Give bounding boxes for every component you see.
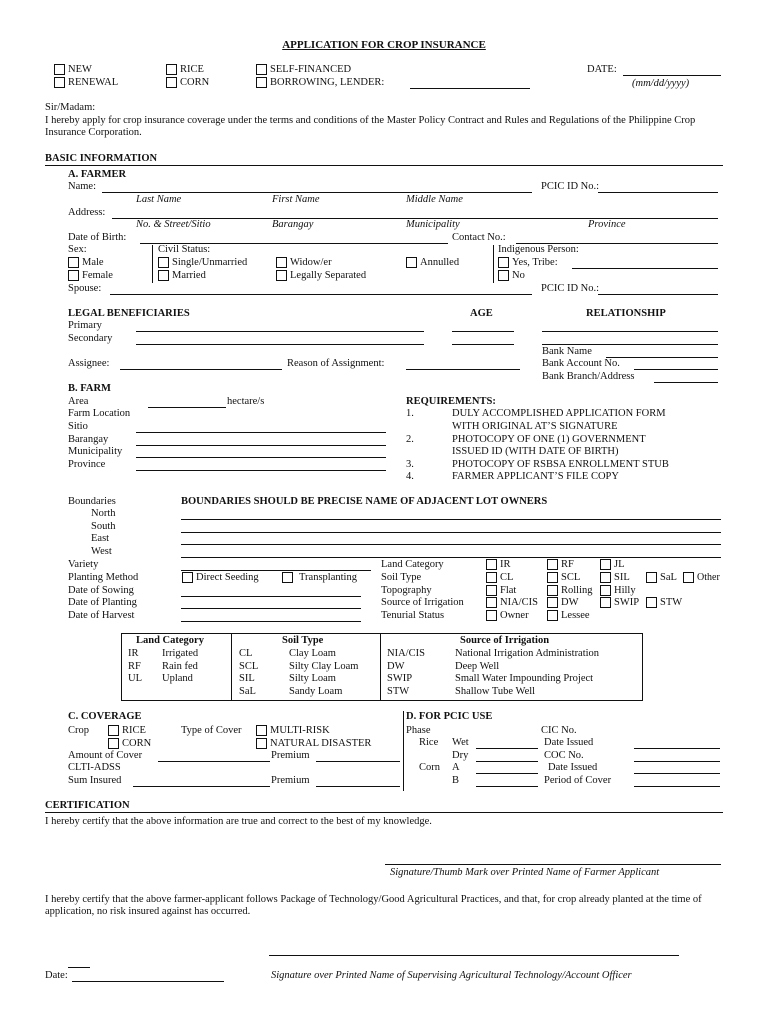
secondary-age-field[interactable] [452,344,514,345]
dry-label: Dry [452,750,469,761]
legend-code: IR [128,648,139,659]
planting-method-label: Planting Method [68,572,139,583]
last-name-sub: Last Name [136,194,182,205]
widow-label: Widow/er [290,257,332,268]
yes-tribe-checkbox[interactable] [498,257,509,268]
topography-label: Topography [381,585,432,596]
coc-date-issued-label: Date Issued [548,762,598,773]
indigenous-label: Indigenous Person: [498,244,579,255]
boundaries-label: Boundaries [68,496,116,507]
scl-label: SCL [561,572,581,583]
legend-soil-heading: Soil Type [282,635,324,646]
legend-name: Rain fed [162,661,198,672]
amount-of-cover-field[interactable] [158,761,270,762]
legend-name: Clay Loam [289,648,336,659]
multi-risk-label: MULTI-RISK [270,725,330,736]
province-field[interactable] [136,470,386,471]
rf-checkbox[interactable] [547,559,558,570]
single-label: Single/Unmarried [172,257,248,268]
province-label: Province [68,459,106,470]
coc-no-label: COC No. [544,750,584,761]
spouse-pcic-label: PCIC ID No.: [541,283,600,294]
transplanting-label: Transplanting [299,572,357,583]
legend-name: Silty Loam [289,673,336,684]
ir-label: IR [500,559,511,570]
primary-name-field[interactable] [136,331,424,332]
bank-name-field[interactable] [606,357,718,358]
certification-text-2: I hereby certify that the above farmer-applicant follows Package of Technology/Good Agricultural Practices, and that, for crop already planted at the time of application, no risk insured against has occurred. [45,894,702,918]
indigenous-divider [493,245,494,283]
corn-label: CORN [180,77,210,88]
period-of-cover-label: Period of Cover [544,775,612,786]
cl-label: CL [500,572,514,583]
farm-heading: B. FARM [68,383,111,394]
sex-label: Sex: [68,244,87,255]
owner-checkbox[interactable] [486,610,497,621]
date-harvest-label: Date of Harvest [68,610,135,621]
renewal-checkbox[interactable] [54,77,65,88]
farmer-signature-caption: Signature/Thumb Mark over Printed Name of Farmer Applicant [390,867,660,878]
wet-field[interactable] [476,748,538,749]
civil-status-label: Civil Status: [158,244,211,255]
self-financed-label: SELF-FINANCED [270,64,352,75]
req-line: PHOTOCOPY OF ONE (1) GOVERNMENT [452,434,646,445]
certification-heading: CERTIFICATION [45,800,130,811]
barangay-field[interactable] [136,445,386,446]
legend-name: Deep Well [455,661,500,672]
direct-seeding-label: Direct Seeding [196,572,259,583]
swip-label: SWIP [614,597,640,608]
sitio-field[interactable] [136,432,386,433]
legend-name: Upland [162,673,193,684]
date-field[interactable] [623,75,721,76]
nia-checkbox[interactable] [486,597,497,608]
dob-label: Date of Birth: [68,232,127,243]
stw-checkbox[interactable] [646,597,657,608]
sal-checkbox[interactable] [646,572,657,583]
borrowing-label: BORROWING, LENDER: [270,77,385,88]
beneficiaries-heading: LEGAL BENEFICIARIES [68,308,190,319]
swip-checkbox[interactable] [600,597,611,608]
legend-code: UL [128,673,142,684]
secondary-label: Secondary [68,333,113,344]
coverage-rice-label: RICE [122,725,146,736]
relationship-heading: RELATIONSHIP [586,308,666,319]
jl-checkbox[interactable] [600,559,611,570]
variety-field[interactable] [181,570,371,571]
pcic-corn-label: Corn [419,762,440,773]
sum-premium-label: Premium [271,775,310,786]
middle-name-sub: Middle Name [406,194,463,205]
wet-label: Wet [452,737,469,748]
period-of-cover-field[interactable] [634,786,720,787]
borrowing-checkbox[interactable] [256,77,267,88]
reason-label: Reason of Assignment: [287,358,385,369]
nia-label: NIA/CIS [500,597,538,608]
coverage-corn-label: CORN [122,738,152,749]
sum-premium-field[interactable] [316,786,400,787]
barangay-sub: Barangay [272,219,314,230]
renewal-label: RENEWAL [68,77,119,88]
officer-signature-field[interactable] [269,955,679,956]
rice-label: RICE [180,64,204,75]
assignee-label: Assignee: [68,358,110,369]
rolling-label: Rolling [561,585,593,596]
dry-field[interactable] [476,761,538,762]
municipality-field[interactable] [136,457,386,458]
date-planting-field[interactable] [181,608,361,609]
req-line: DULY ACCOMPLISHED APPLICATION FORM [452,408,666,419]
primary-age-field[interactable] [452,331,514,332]
boundaries-note: BOUNDARIES SHOULD BE PRECISE NAME OF ADJACENT LOT OWNERS [181,496,548,507]
pcic-id-label: PCIC ID No.: [541,181,600,192]
west-field[interactable] [181,557,721,558]
legend-irrigation-heading: Source of Irrigation [460,635,550,646]
land-category-label: Land Category [381,559,444,570]
bank-name-label: Bank Name [542,346,592,357]
coc-no-field[interactable] [634,761,720,762]
municipality-label: Municipality [68,446,123,457]
req-line: PHOTOCOPY OF RSBSA ENROLLMENT STUB [452,459,669,470]
officer-signature-caption: Signature over Printed Name of Supervising Agricultural Technology/Account Officer [271,970,632,981]
lessee-label: Lessee [561,610,590,621]
female-label: Female [82,270,113,281]
name-field[interactable] [102,192,532,193]
other-soil-checkbox[interactable] [683,572,694,583]
coverage-heading: C. COVERAGE [68,711,142,722]
legend-code: SIL [239,673,255,684]
civil-status-divider [152,245,153,283]
area-unit: hectare/s [227,396,265,407]
assignee-field[interactable] [120,369,282,370]
date-planting-label: Date of Planting [68,597,137,608]
amount-of-cover-label: Amount of Cover [68,750,143,761]
west-label: West [91,546,112,557]
sal-label: SaL [660,572,677,583]
source-irrigation-label: Source of Irrigation [381,597,464,608]
certification-rule [45,812,723,813]
dw-checkbox[interactable] [547,597,558,608]
page-title: APPLICATION FOR CROP INSURANCE [282,39,486,51]
date-sowing-label: Date of Sowing [68,585,134,596]
legend-name: Shallow Tube Well [455,686,536,697]
male-checkbox[interactable] [68,257,79,268]
basic-info-heading: BASIC INFORMATION [45,153,158,164]
other-soil-label: Other [697,572,720,583]
clti-adss-label: CLTI-ADSS [68,762,121,773]
lender-field[interactable] [410,88,530,89]
legend-code: NIA/CIS [387,648,425,659]
a-label: A [452,762,460,773]
variety-label: Variety [68,559,99,570]
date-harvest-field[interactable] [181,621,361,622]
annulled-checkbox[interactable] [406,257,417,268]
legend-name: Silty Clay Loam [289,661,359,672]
legend-name: Sandy Loam [289,686,343,697]
req-num: 1. [406,408,414,419]
pcic-id-field[interactable] [598,192,718,193]
phase-label: Phase [406,725,431,736]
sil-checkbox[interactable] [600,572,611,583]
certification-text-1: I hereby certify that the above information are true and correct to the best of my knowledge. [45,816,432,827]
new-checkbox[interactable] [54,64,65,75]
date-format-hint: (mm/dd/yyyy) [632,78,690,89]
new-label: NEW [68,64,92,75]
north-field[interactable] [181,519,721,520]
name-label: Name: [68,181,96,192]
dw-label: DW [561,597,579,608]
soil-type-label: Soil Type [381,572,422,583]
legend-code: STW [387,686,410,697]
intro-paragraph: I hereby apply for crop insurance coverage under the terms and conditions of the Master Policy Contract and Rules and Regulations of the Philippine Crop Insurance Corporation. [45,115,696,139]
legend-divider [380,633,381,701]
legend-name: Small Water Impounding Project [455,673,594,684]
bank-branch-field[interactable] [654,382,718,383]
flat-label: Flat [500,585,517,596]
rf-label: RF [561,559,574,570]
cic-date-issued-field[interactable] [634,748,720,749]
yes-tribe-label: Yes, Tribe: [512,257,558,268]
secondary-name-field[interactable] [136,344,424,345]
coverage-rice-checkbox[interactable] [108,725,119,736]
legend-code: RF [128,661,141,672]
natural-disaster-checkbox[interactable] [256,738,267,749]
farmer-signature-field[interactable] [385,864,721,865]
legend-code: DW [387,661,405,672]
east-field[interactable] [181,544,721,545]
req-line: ISSUED ID (WITH DATE OF BIRTH) [452,446,619,457]
req-num: 2. [406,434,414,445]
first-name-sub: First Name [272,194,320,205]
widow-checkbox[interactable] [276,257,287,268]
single-checkbox[interactable] [158,257,169,268]
reason-field[interactable] [406,369,520,370]
req-line: WITH ORIGINAL AT’S SIGNATURE [452,421,618,432]
legend-code: SWIP [387,673,413,684]
age-heading: AGE [470,308,493,319]
crop-label: Crop [68,725,89,736]
tenurial-status-label: Tenurial Status [381,610,445,621]
legend-divider [231,633,232,701]
coc-date-issued-field[interactable] [634,773,720,774]
sum-insured-label: Sum Insured [68,775,122,786]
b-field[interactable] [476,786,538,787]
legend-name: National Irrigation Administration [455,648,600,659]
jl-label: JL [614,559,625,570]
south-field[interactable] [181,532,721,533]
legend-land-heading: Land Category [136,635,204,646]
lessee-checkbox[interactable] [547,610,558,621]
transplanting-checkbox[interactable] [282,572,293,583]
b-label: B [452,775,460,786]
basic-info-rule [45,165,723,166]
direct-seeding-checkbox[interactable] [182,572,193,583]
street-sub: No. & Street/Sitio [136,219,211,230]
annulled-label: Annulled [420,257,460,268]
no-label: No [512,270,525,281]
farmer-heading: A. FARMER [68,169,127,180]
req-num: 4. [406,471,414,482]
spouse-pcic-field[interactable] [598,294,718,295]
east-label: East [91,533,110,544]
legend-code: CL [239,648,253,659]
cert-date-field[interactable] [72,981,224,982]
married-checkbox[interactable] [158,270,169,281]
primary-label: Primary [68,320,102,331]
bank-branch-label: Bank Branch/Address [542,371,635,382]
date-label: DATE: [587,64,617,75]
multi-risk-checkbox[interactable] [256,725,267,736]
sil-label: SIL [614,572,630,583]
sum-insured-field[interactable] [133,786,270,787]
type-of-cover-label: Type of Cover [181,725,242,736]
flat-checkbox[interactable] [486,585,497,596]
male-label: Male [82,257,104,268]
farm-location-label: Farm Location [68,408,131,419]
bank-account-field[interactable] [634,369,718,370]
a-field[interactable] [476,773,538,774]
legend-code: SCL [239,661,259,672]
primary-relationship-field[interactable] [542,331,718,332]
date-sowing-field[interactable] [181,596,361,597]
corn-checkbox[interactable] [166,77,177,88]
date-stub-line [68,967,90,968]
province-sub: Province [588,219,626,230]
spouse-label: Spouse: [68,283,102,294]
hilly-label: Hilly [614,585,636,596]
ir-checkbox[interactable] [486,559,497,570]
area-label: Area [68,396,89,407]
area-field[interactable] [148,407,226,408]
spouse-field[interactable] [110,294,532,295]
hilly-checkbox[interactable] [600,585,611,596]
amount-premium-field[interactable] [316,761,400,762]
date-issued-label: Date Issued [544,737,594,748]
scl-checkbox[interactable] [547,572,558,583]
north-label: North [91,508,116,519]
pcic-use-divider [403,711,404,791]
natural-disaster-label: NATURAL DISASTER [270,738,372,749]
bank-account-label: Bank Account No. [542,358,620,369]
pcic-use-heading: D. FOR PCIC USE [406,711,493,722]
south-label: South [91,521,116,532]
rolling-checkbox[interactable] [547,585,558,596]
married-label: Married [172,270,206,281]
barangay-label: Barangay [68,434,109,445]
no-checkbox[interactable] [498,270,509,281]
self-financed-checkbox[interactable] [256,64,267,75]
separated-checkbox[interactable] [276,270,287,281]
req-line: FARMER APPLICANT’S FILE COPY [452,471,619,482]
owner-label: Owner [500,610,529,621]
legend-code: SaL [239,686,256,697]
female-checkbox[interactable] [68,270,79,281]
address-label: Address: [68,207,106,218]
separated-label: Legally Separated [290,270,367,281]
stw-label: STW [660,597,683,608]
secondary-relationship-field[interactable] [542,344,718,345]
coverage-corn-checkbox[interactable] [108,738,119,749]
sitio-label: Sitio [68,421,88,432]
rice-checkbox[interactable] [166,64,177,75]
salutation: Sir/Madam: [45,102,96,113]
contact-label: Contact No.: [452,232,506,243]
req-num: 3. [406,459,414,470]
cert-date-label: Date: [45,970,68,981]
tribe-field[interactable] [572,268,718,269]
cl-checkbox[interactable] [486,572,497,583]
municipality-sub: Municipality [406,219,460,230]
legend-name: Irrigated [162,648,199,659]
requirements-heading: REQUIREMENTS: [406,396,496,407]
cic-no-label: CIC No. [541,725,577,736]
pcic-rice-label: Rice [419,737,439,748]
amount-premium-label: Premium [271,750,310,761]
